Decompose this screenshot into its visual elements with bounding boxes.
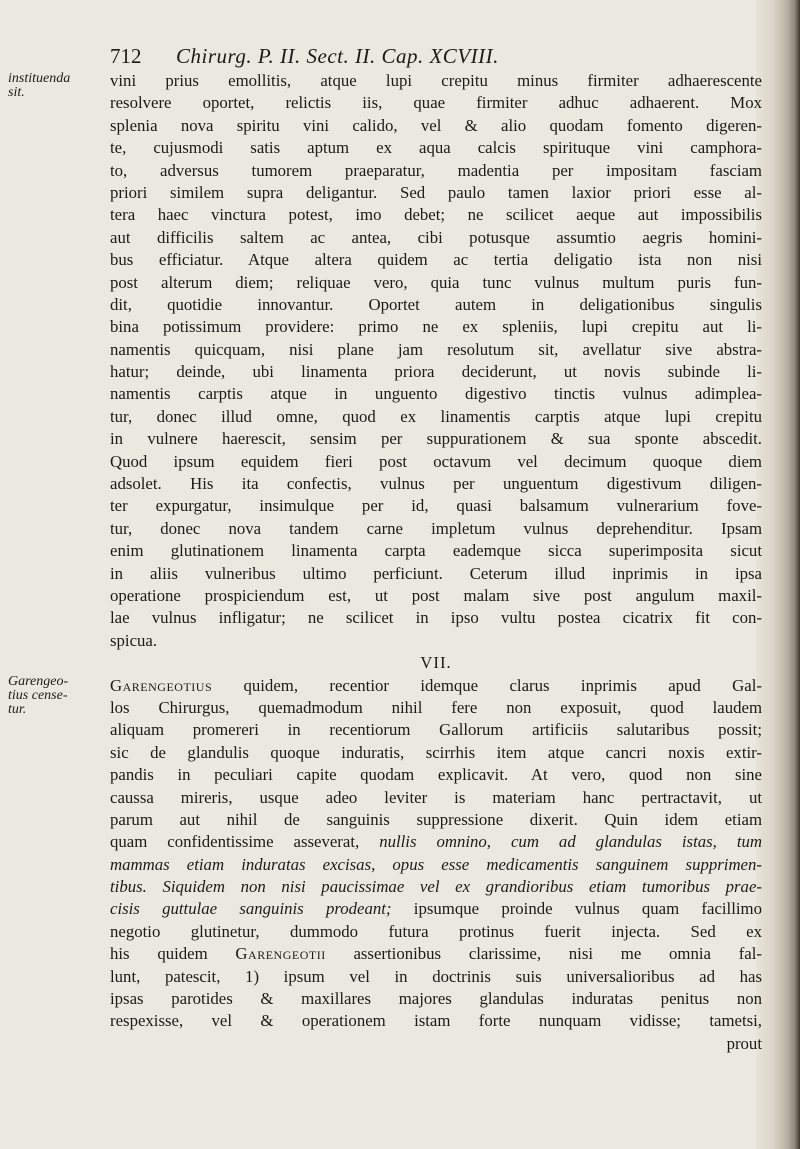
text-line: splenia nova spiritu vini calido, vel & alio quodam fomento digeren- (110, 115, 762, 135)
text-line: lunt, patescit, 1) ipsum vel in doctrinis suis universalioribus ad has (110, 966, 762, 986)
margin-note-line: sit. (8, 85, 25, 100)
text-line: los Chirurgus, quemadmodum nihil fere non exposuit, quod laudem (110, 697, 762, 717)
text-line: negotio glutinetur, dummodo futura protinus fuerit injecta. Sed ex (110, 921, 762, 941)
text-line: namentis quicquam, nisi plane jam resolutum sit, avellatur sive abstra- (110, 339, 762, 359)
section-number: VII. (420, 653, 452, 673)
margin-note-line: tius cense- (8, 688, 68, 703)
text-line: cisis guttulae sanguinis prodeant; ipsumque proinde vulnus quam facillimo (110, 899, 762, 919)
text-line: Quod ipsum equidem fieri post octavum vel decimum quoque diem (110, 451, 762, 471)
text-line: lae vulnus infligatur; ne scilicet in ipso vultu postea cicatrix fit con- (110, 608, 762, 628)
text-line: resolvere oportet, relictis iis, quae firmiter adhuc adhaerent. Mox (110, 93, 762, 113)
text-line: pandis in peculiari capite quodam explicavit. At vero, quod non sine (110, 765, 762, 785)
text-line: hatur; deinde, ubi linamenta priora deciderunt, ut novis subinde li- (110, 362, 762, 382)
text-line: caussa mireris, usque adeo leviter is materiam hanc pertractavit, ut (110, 787, 762, 807)
text-line: tera haec vinctura potest, imo debet; ne scilicet aeque aut impossibilis (110, 205, 762, 225)
text-line: namentis carptis atque in unguento digestivo tinctis vulnus adimplea- (110, 384, 762, 404)
paragraph-vii-end (110, 966, 762, 1033)
text-line: tur, donec illud omne, quod ex linamentis carptis atque lupi crepitu (110, 406, 762, 426)
text-line: respexisse, vel & operationem istam forte nunquam vidisse; tametsi, (110, 1011, 762, 1031)
text-line: te, cujusmodi satis aptum ex aqua calcis spirituque vini camphora- (110, 138, 762, 158)
text-line: quam confidentissime asseverat, nullis omnino, cum ad glandulas istas, tum (110, 832, 762, 852)
paragraph-vi (110, 70, 762, 652)
text-line: tur, donec nova tandem carne impletum vulnus deprehenditur. Ipsam (110, 518, 762, 538)
page-number: 712 (110, 44, 142, 68)
text-line: aut difficilis saltem ac antea, cibi potusque assumtio aegris homini- (110, 227, 762, 247)
text-line: ipsas parotides & maxillares majores glandulas induratas penitus non (110, 989, 762, 1009)
margin-note-line: instituenda (8, 71, 71, 86)
catchword: prout (726, 1033, 762, 1053)
text-line: in vulnere haerescit, sensim per suppurationem & sua sponte abscedit. (110, 429, 762, 449)
text-line: Garengeotius quidem, recentior idemque clarus inprimis apud Gal- (110, 675, 762, 695)
text-line: bina potissimum providere: primo ne ex spleniis, lupi crepitu aut li- (110, 317, 762, 337)
text-line: post alterum diem; reliquae vero, quia tunc vulnus multum puris fun- (110, 272, 762, 292)
text-line: ter expurgatur, insimulque per id, quasi balsamum vulnerarium fove- (110, 496, 762, 516)
running-header (110, 44, 760, 72)
margin-note-instituenda (8, 72, 88, 100)
text-line: dit, quotidie innovantur. Oportet autem in deligationibus singulis (110, 294, 762, 314)
author-name: Garengeotii (235, 944, 326, 964)
text-line: to, adversus tumorem praeparatur, madentia per impositam fasciam (110, 160, 762, 180)
text-line: bus efficiatur. Atque altera quidem ac tertia deligatio ista non nisi (110, 250, 762, 270)
text-line: priori similem supra deligantur. Sed paulo tamen laxior priori esse al- (110, 182, 762, 202)
text-line: parum aut nihil de sanguinis suppressione dixerit. Quin idem etiam (110, 809, 762, 829)
page-edge-shadow (756, 0, 800, 1149)
text-line: spicua. (110, 630, 158, 650)
text-line: tibus. Siquidem non nisi paucissimae vel ex grandioribus etiam tumoribus prae- (110, 877, 762, 897)
margin-note-garengeotius (8, 675, 88, 717)
text-line: his quidem Garengeotii assertionibus clarissime, nisi me omnia fal- (110, 944, 762, 964)
text-line: in aliis vulneribus ultimo perficiunt. Ceterum illud inprimis in ipsa (110, 563, 762, 583)
text-line: adsolet. His ita confectis, vulnus per unguentum digestivum diligen- (110, 474, 762, 494)
text-line: sic de glandulis quoque induratis, scirrhis item atque cancri noxis extir- (110, 742, 762, 762)
main-text (110, 70, 762, 1055)
margin-note-line: tur. (8, 702, 27, 717)
text-line: vini prius emollitis, atque lupi crepitu minus firmiter adhaerescente (110, 71, 762, 90)
text-line: aliquam promereri in recentiorum Gallorum artificiis salutaribus possit; (110, 720, 762, 740)
text-line: mammas etiam induratas excisas, opus esse medicamentis sanguinem supprimen- (110, 854, 762, 874)
paragraph-vii (110, 697, 762, 831)
text-line: enim glutinationem linamenta carpta eademque sicca superimposita sicut (110, 541, 762, 561)
author-name: Garengeotius (110, 675, 213, 695)
running-title: Chirurg. P. II. Sect. II. Cap. XCVIII. (176, 44, 499, 68)
margin-note-line: Garengeo- (8, 674, 69, 689)
text-line: operatione prospiciendum est, ut post malam sive post angulum maxil- (110, 585, 762, 605)
